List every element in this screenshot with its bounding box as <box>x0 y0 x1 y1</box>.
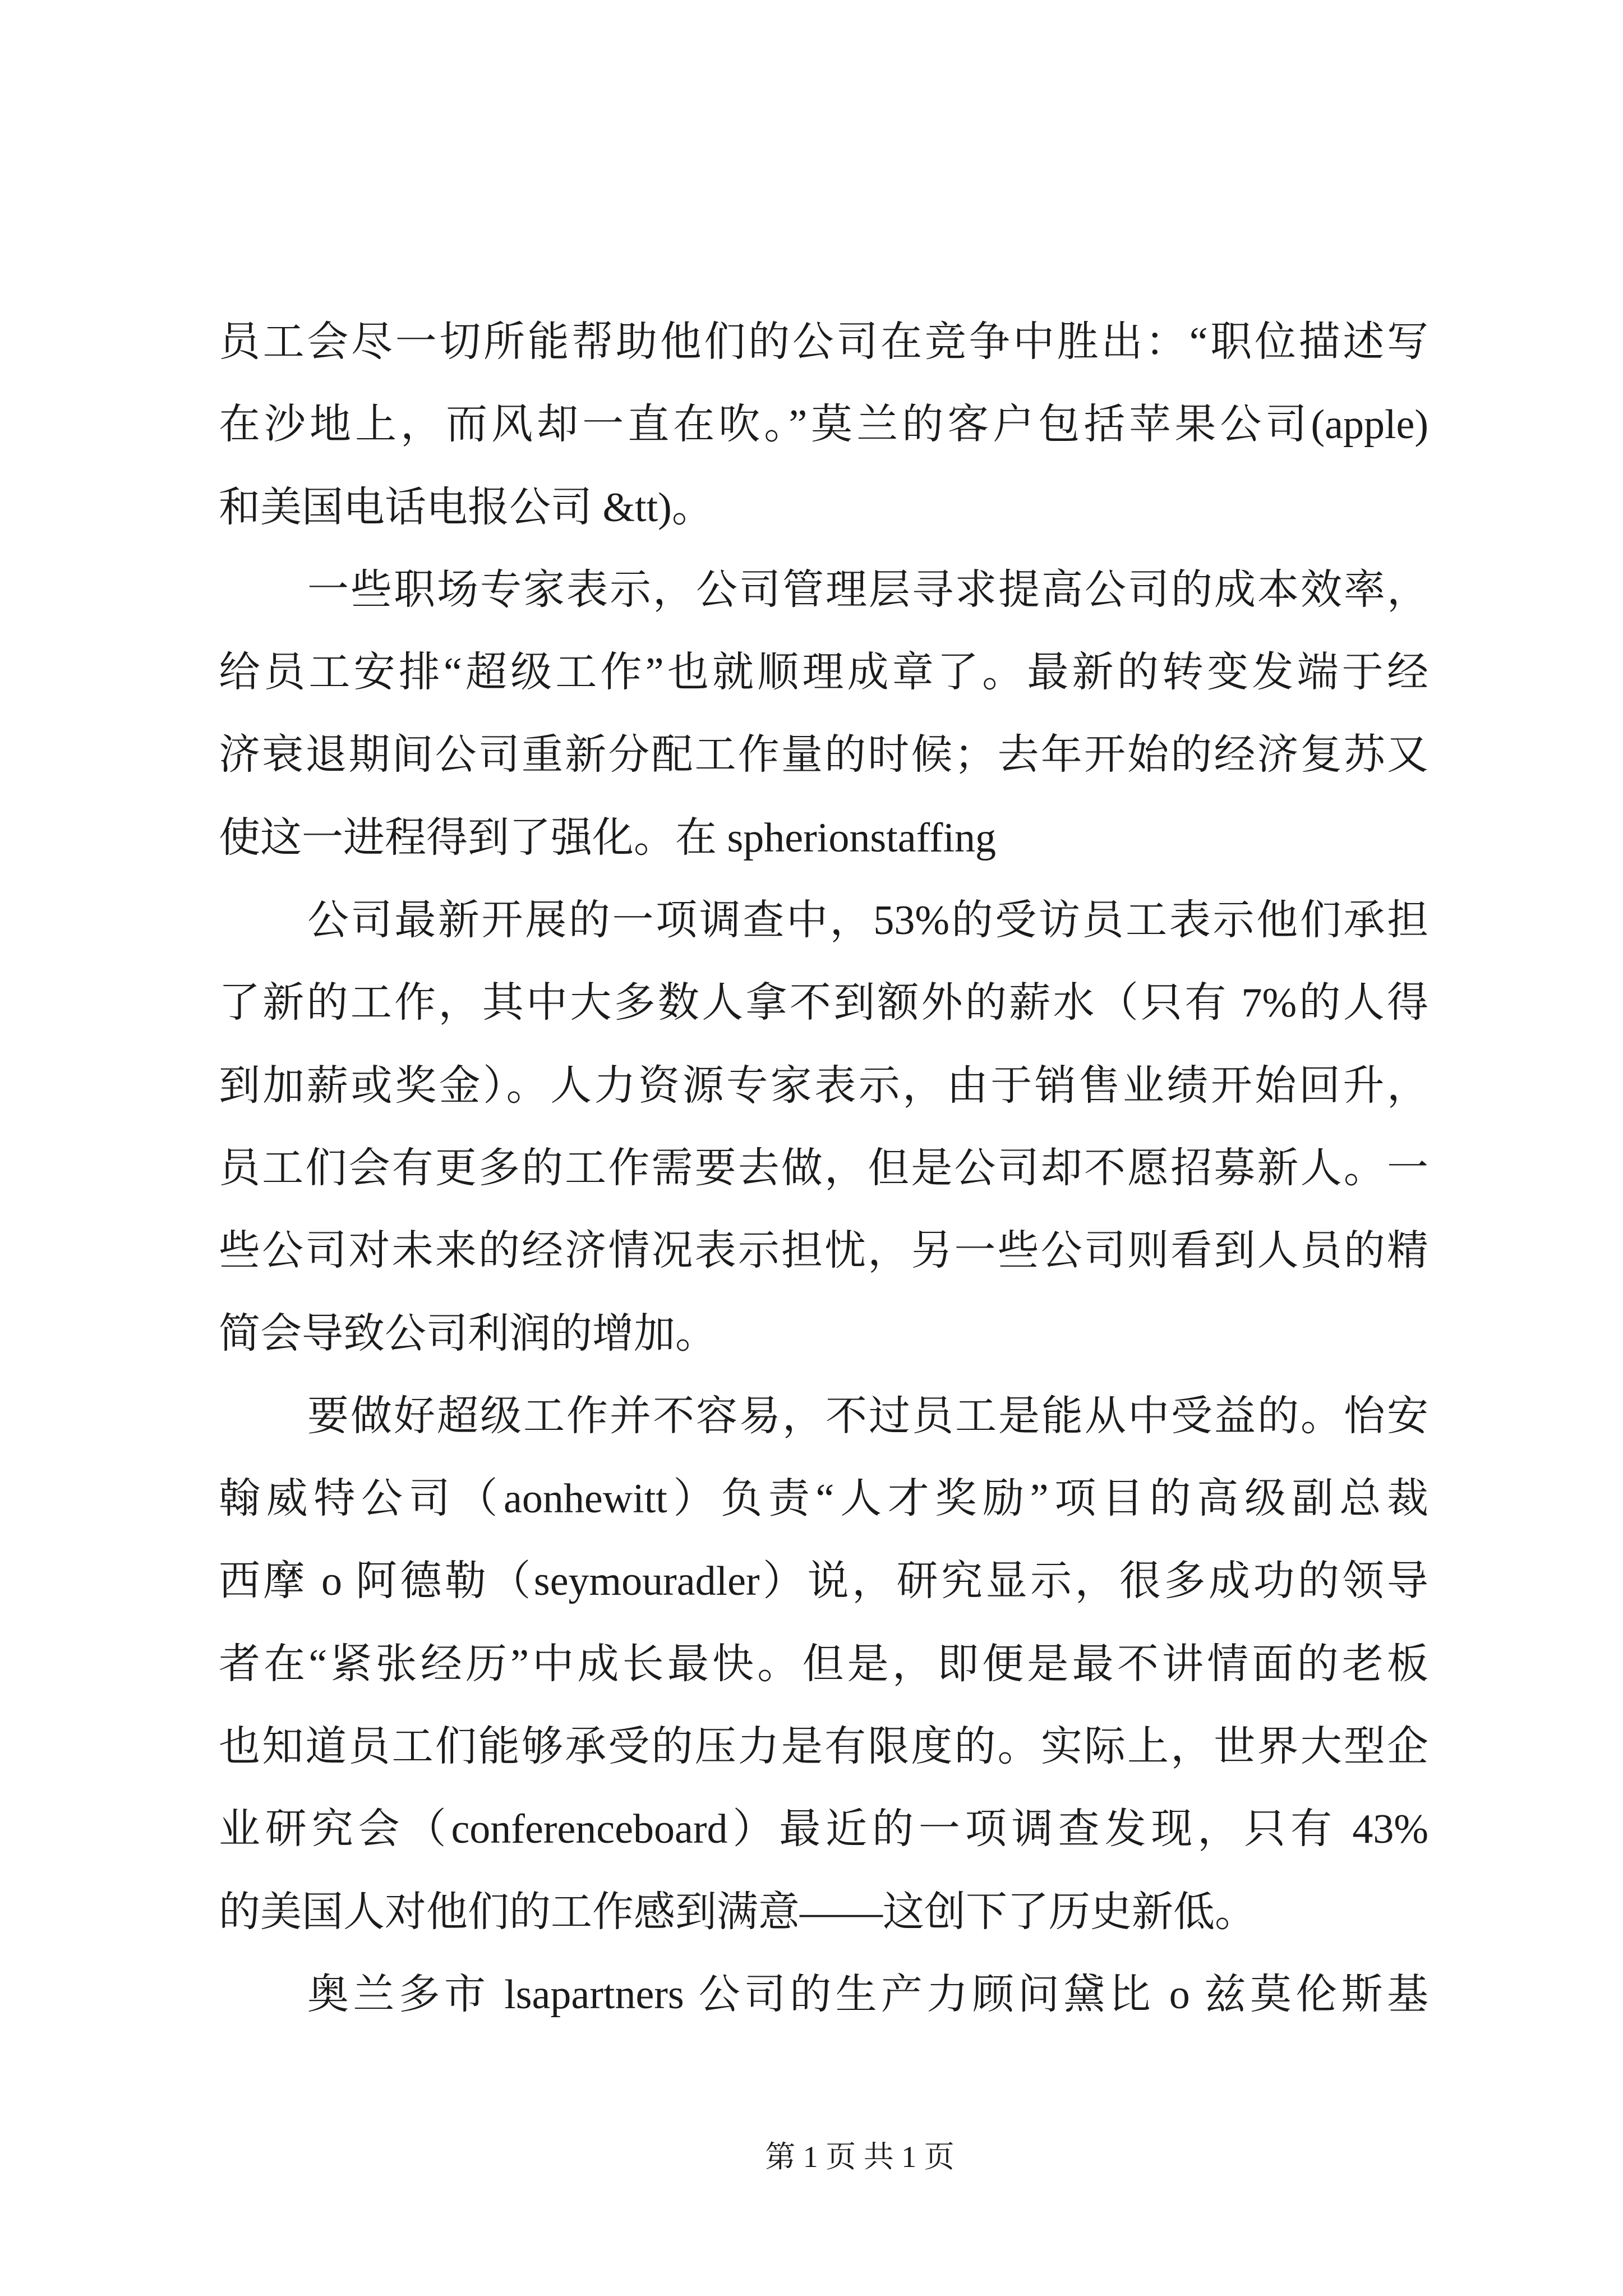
paragraph <box>219 1375 1428 1954</box>
text-line: 给员工安排“超级工作”也就顺理成章了。最新的转变发端于经 <box>219 650 1428 696</box>
text-line: 西摩 o 阿德勒（seymouradler）说，研究显示，很多成功的领导 <box>219 1558 1428 1605</box>
document-body <box>219 301 1428 2036</box>
text-line: 到加薪或奖金）。人力资源专家表示，由于销售业绩开始回升， <box>219 1062 1428 1109</box>
paragraph <box>219 880 1428 1375</box>
paragraph <box>219 549 1428 880</box>
text-line: 也知道员工们能够承受的压力是有限度的。实际上，世界大型企 <box>219 1724 1428 1770</box>
text-line: 要做好超级工作并不容易，不过员工是能从中受益的。怡安 <box>307 1393 1428 1439</box>
paragraph <box>219 301 1428 549</box>
text-line: 了新的工作，其中大多数人拿不到额外的薪水（只有 7%的人得 <box>219 980 1428 1027</box>
text-line: 一些职场专家表示，公司管理层寻求提高公司的成本效率， <box>307 567 1428 613</box>
text-line: 使这一进程得到了强化。在 spherionstaffing <box>219 815 997 861</box>
text-line: 翰威特公司（aonhewitt）负责“人才奖励”项目的高级副总裁 <box>219 1476 1428 1522</box>
text-line: 员工们会有更多的工作需要去做，但是公司却不愿招募新人。一 <box>219 1145 1428 1191</box>
text-line: 简会导致公司利润的增加。 <box>219 1310 717 1357</box>
text-line: 在沙地上，而风却一直在吹。”莫兰的客户包括苹果公司(apple) <box>219 402 1428 448</box>
text-line: 些公司对未来的经济情况表示担忧，另一些公司则看到人员的精 <box>219 1228 1428 1274</box>
text-line: 业研究会（conferenceboard）最近的一项调查发现，只有 43% <box>219 1806 1428 1853</box>
text-line: 公司最新开展的一项调查中，53%的受访员工表示他们承担 <box>307 898 1428 944</box>
paragraph <box>219 1954 1428 2036</box>
text-line: 员工会尽一切所能帮助他们的公司在竞争中胜出：“职位描述写 <box>219 319 1428 365</box>
page-footer: 第 1 页 共 1 页 <box>765 2140 955 2174</box>
text-line: 和美国电话电报公司 &tt)。 <box>219 484 713 531</box>
text-line: 奥兰多市 lsapartners 公司的生产力顾问黛比 o 兹莫伦斯基 <box>307 1971 1428 2018</box>
text-line: 者在“紧张经历”中成长最快。但是，即便是最不讲情面的老板 <box>219 1641 1428 1687</box>
text-line: 的美国人对他们的工作感到满意——这创下了历史新低。 <box>219 1889 1256 1935</box>
text-line: 济衰退期间公司重新分配工作量的时候；去年开始的经济复苏又 <box>219 732 1428 779</box>
